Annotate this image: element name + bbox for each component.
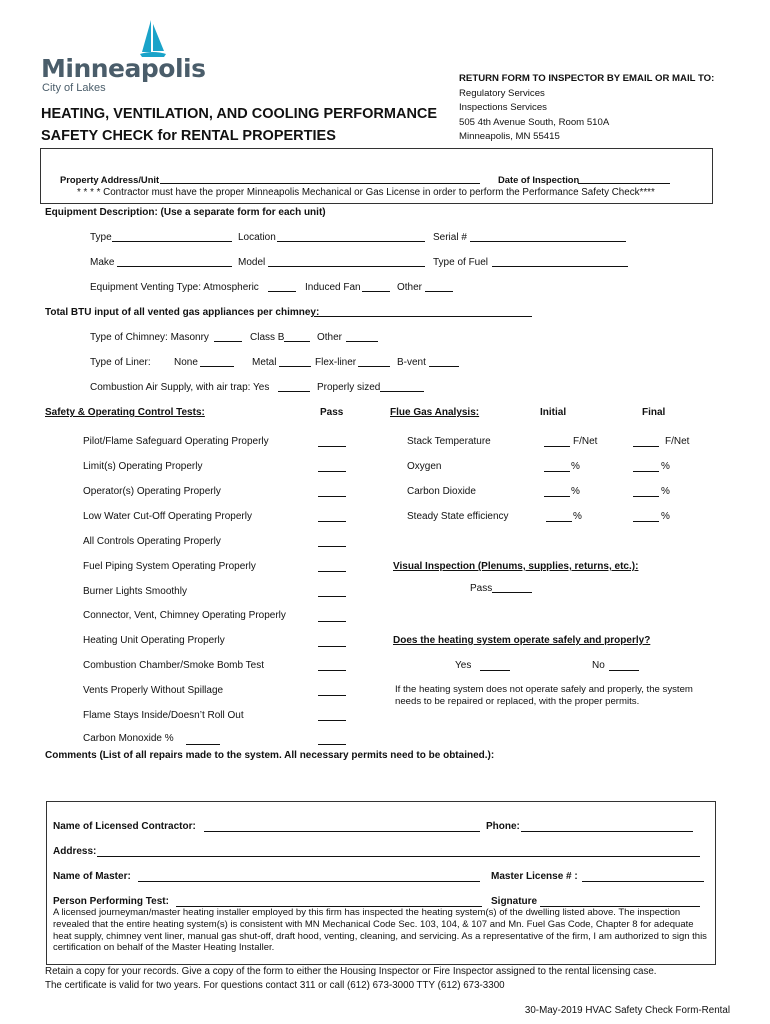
equipment-heading: Equipment Description: (Use a separate form for each unit) <box>45 207 326 218</box>
test-pass-field[interactable] <box>318 471 346 472</box>
test-pass-field[interactable] <box>318 596 346 597</box>
flue-unit: % <box>571 461 580 472</box>
test-item: Heating Unit Operating Properly <box>83 635 225 646</box>
liner-metal-field[interactable] <box>279 366 311 367</box>
fuel-field[interactable] <box>492 266 628 267</box>
property-address-field[interactable] <box>160 183 480 184</box>
flue-initial-field[interactable] <box>544 471 570 472</box>
liner-bvent-field[interactable] <box>429 366 459 367</box>
test-pass-field[interactable] <box>318 571 346 572</box>
visual-inspection-heading: Visual Inspection (Plenums, supplies, returns, etc.): <box>393 561 639 572</box>
test-pass-field[interactable] <box>318 521 346 522</box>
return-line: Minneapolis, MN 55415 <box>459 131 560 142</box>
test-item: Combustion Chamber/Smoke Bomb Test <box>83 660 265 671</box>
flue-initial-field[interactable] <box>546 521 572 522</box>
address-label: Address: <box>53 846 97 857</box>
safe-operation-question: Does the heating system operate safely and properly? <box>393 635 651 646</box>
license-notice: * * * * Contractor must have the proper Minneapolis Mechanical or Gas License in order to perform the Performance Safety Check**** <box>77 187 655 198</box>
properly-sized-field[interactable] <box>380 391 424 392</box>
serial-field[interactable] <box>470 241 626 242</box>
address-field[interactable] <box>97 856 700 857</box>
test-item: Flame Stays Inside/Doesn’t Roll Out <box>83 710 244 721</box>
comments-area[interactable] <box>45 764 715 800</box>
flue-initial-field[interactable] <box>544 496 570 497</box>
carbon-monoxide-label: Carbon Monoxide % <box>83 733 174 744</box>
liner-bvent-label: B-vent <box>397 357 426 368</box>
return-heading: RETURN FORM TO INSPECTOR BY EMAIL OR MAIL TO: <box>459 73 715 84</box>
flue-unit: % <box>661 486 670 497</box>
chimney-other-label: Other <box>317 332 343 343</box>
atmospheric-field[interactable] <box>268 291 296 292</box>
test-item: Pilot/Flame Safeguard Operating Properly <box>83 436 269 447</box>
fuel-label: Type of Fuel <box>433 257 489 268</box>
flue-unit: % <box>573 511 582 522</box>
master-name-field[interactable] <box>138 881 480 882</box>
masonry-field[interactable] <box>214 341 242 342</box>
flue-unit: F/Net <box>573 436 598 447</box>
class-b-field[interactable] <box>284 341 310 342</box>
flue-unit: % <box>661 511 670 522</box>
master-license-field[interactable] <box>582 881 704 882</box>
test-item: Limit(s) Operating Properly <box>83 461 203 472</box>
phone-field[interactable] <box>521 831 693 832</box>
induced-fan-label: Induced Fan <box>305 282 361 293</box>
make-field[interactable] <box>117 266 232 267</box>
properly-sized-label: Properly sized <box>317 382 381 393</box>
location-field[interactable] <box>277 241 425 242</box>
liner-metal-label: Metal <box>252 357 277 368</box>
safe-note: If the heating system does not operate safely and properly, the system needs to be repaired or replaced, with the proper permits. <box>395 684 693 707</box>
test-item: Vents Properly Without Spillage <box>83 685 224 696</box>
test-pass-field[interactable] <box>318 695 346 696</box>
location-label: Location <box>238 232 276 243</box>
master-license-label: Master License # : <box>491 871 578 882</box>
chimney-other-field[interactable] <box>346 341 378 342</box>
test-pass-field[interactable] <box>318 446 346 447</box>
induced-fan-field[interactable] <box>362 291 390 292</box>
test-item: Connector, Vent, Chimney Operating Properly <box>83 610 286 621</box>
liner-label: Type of Liner: <box>90 357 151 368</box>
venting-other-field[interactable] <box>425 291 453 292</box>
flue-final-field[interactable] <box>633 471 659 472</box>
type-label: Type <box>90 232 112 243</box>
return-line: Regulatory Services <box>459 87 545 99</box>
contractor-name-label: Name of Licensed Contractor: <box>53 821 196 832</box>
carbon-monoxide-field[interactable] <box>186 744 220 745</box>
test-pass-field[interactable] <box>318 670 346 671</box>
safe-yes-field[interactable] <box>480 670 510 671</box>
combustion-air-label: Combustion Air Supply, with air trap: Yes <box>90 382 270 393</box>
test-pass-field[interactable] <box>318 720 346 721</box>
liner-flex-field[interactable] <box>358 366 390 367</box>
flue-heading: Flue Gas Analysis: <box>390 407 480 418</box>
liner-flex-label: Flex-liner <box>315 357 357 368</box>
form-title-line1: HEATING, VENTILATION, AND COOLING PERFORMANCE <box>41 106 438 122</box>
test-pass-field[interactable] <box>318 646 346 647</box>
make-label: Make <box>90 257 115 268</box>
contractor-name-field[interactable] <box>204 831 480 832</box>
type-field[interactable] <box>112 241 232 242</box>
flue-unit: F/Net <box>665 436 690 447</box>
flue-row-label: Steady State efficiency <box>407 511 509 522</box>
serial-label: Serial # <box>433 232 467 243</box>
venting-label: Equipment Venting Type: Atmospheric <box>90 282 259 293</box>
form-title-line2: SAFETY CHECK for RENTAL PROPERTIES <box>41 128 336 144</box>
tests-heading: Safety & Operating Control Tests: <box>45 407 205 418</box>
btu-label: Total BTU input of all vented gas appliances per chimney: <box>45 307 320 318</box>
inspection-date-label: Date of Inspection <box>498 174 580 185</box>
test-pass-field[interactable] <box>318 546 346 547</box>
form-version: 30-May-2019 HVAC Safety Check Form-Rental <box>524 1005 730 1016</box>
master-name-label: Name of Master: <box>53 871 131 882</box>
flue-final-field[interactable] <box>633 446 659 447</box>
flue-row-label: Carbon Dioxide <box>407 486 476 497</box>
model-label: Model <box>238 257 266 268</box>
flue-final-field[interactable] <box>633 496 659 497</box>
final-column-heading: Final <box>642 407 666 418</box>
return-line: 505 4th Avenue South, Room 510A <box>459 116 610 128</box>
signature-label: Signature <box>491 896 538 907</box>
inspection-date-field[interactable] <box>578 183 670 184</box>
pass-column-heading: Pass <box>320 407 344 418</box>
flue-unit: % <box>661 461 670 472</box>
class-b-label: Class B <box>250 332 285 343</box>
safe-no-field[interactable] <box>609 670 639 671</box>
test-item: Fuel Piping System Operating Properly <box>83 561 256 572</box>
sailboat-icon <box>138 18 168 58</box>
test-pass-field[interactable] <box>318 496 346 497</box>
model-field[interactable] <box>268 266 425 267</box>
combustion-air-yes-field[interactable] <box>278 391 310 392</box>
initial-column-heading: Initial <box>540 407 567 418</box>
return-address-block <box>459 72 714 145</box>
flue-initial-field[interactable] <box>544 446 570 447</box>
liner-none-label: None <box>174 357 198 368</box>
test-pass-field[interactable] <box>318 744 346 745</box>
property-address-label: Property Address/Unit <box>60 174 160 185</box>
safe-yes-label: Yes <box>455 660 472 671</box>
retain-notice: Retain a copy for your records. Give a copy of the form to either the Housing Inspector or Fire Inspector assigned to the rental licensing case. <box>45 966 657 977</box>
visual-pass-label: Pass <box>470 583 493 594</box>
test-item: Operator(s) Operating Properly <box>83 486 221 497</box>
comments-heading: Comments (List of all repairs made to the system. All necessary permits need to be obtained.): <box>45 750 495 761</box>
visual-pass-field[interactable] <box>492 592 532 593</box>
logo-name: Minneapolis <box>41 54 206 83</box>
return-line: Inspections Services <box>459 102 547 113</box>
test-item: All Controls Operating Properly <box>83 536 221 547</box>
venting-other-label: Other <box>397 282 423 293</box>
validity-notice: The certificate is valid for two years. For questions contact 311 or call (612) 673-3000 TTY (612) 673-3300 <box>45 980 505 991</box>
logo-subtitle: City of Lakes <box>42 82 106 94</box>
flue-row-label: Stack Temperature <box>407 436 491 447</box>
certification-text: A licensed journeyman/master heating installer employed by this firm has inspected the heating system(s) of the dwelling listed above. The inspection revealed that the entire heating system(s) is consistent with MN Mechanical Code Sec. 103, 104, & 107 and Mn. Fuel Gas Code, Chapter 8 for adequate heat supply, chimney vent liner, manual gas shut-off, draft hood, venting, cleaning, and servicing. As a representative of the firm, I am authorized to sign this certification on behalf of the Master Heating Installer. <box>53 907 707 954</box>
flue-unit: % <box>571 486 580 497</box>
phone-label: Phone: <box>486 821 520 832</box>
test-pass-field[interactable] <box>318 621 346 622</box>
chimney-label: Type of Chimney: Masonry <box>90 332 209 343</box>
test-item: Burner Lights Smoothly <box>83 586 187 597</box>
person-performing-label: Person Performing Test: <box>53 896 169 907</box>
test-item: Low Water Cut-Off Operating Properly <box>83 511 252 522</box>
flue-final-field[interactable] <box>633 521 659 522</box>
flue-row-label: Oxygen <box>407 461 442 472</box>
btu-field[interactable] <box>314 316 532 317</box>
liner-none-field[interactable] <box>200 366 234 367</box>
safe-no-label: No <box>592 660 605 671</box>
